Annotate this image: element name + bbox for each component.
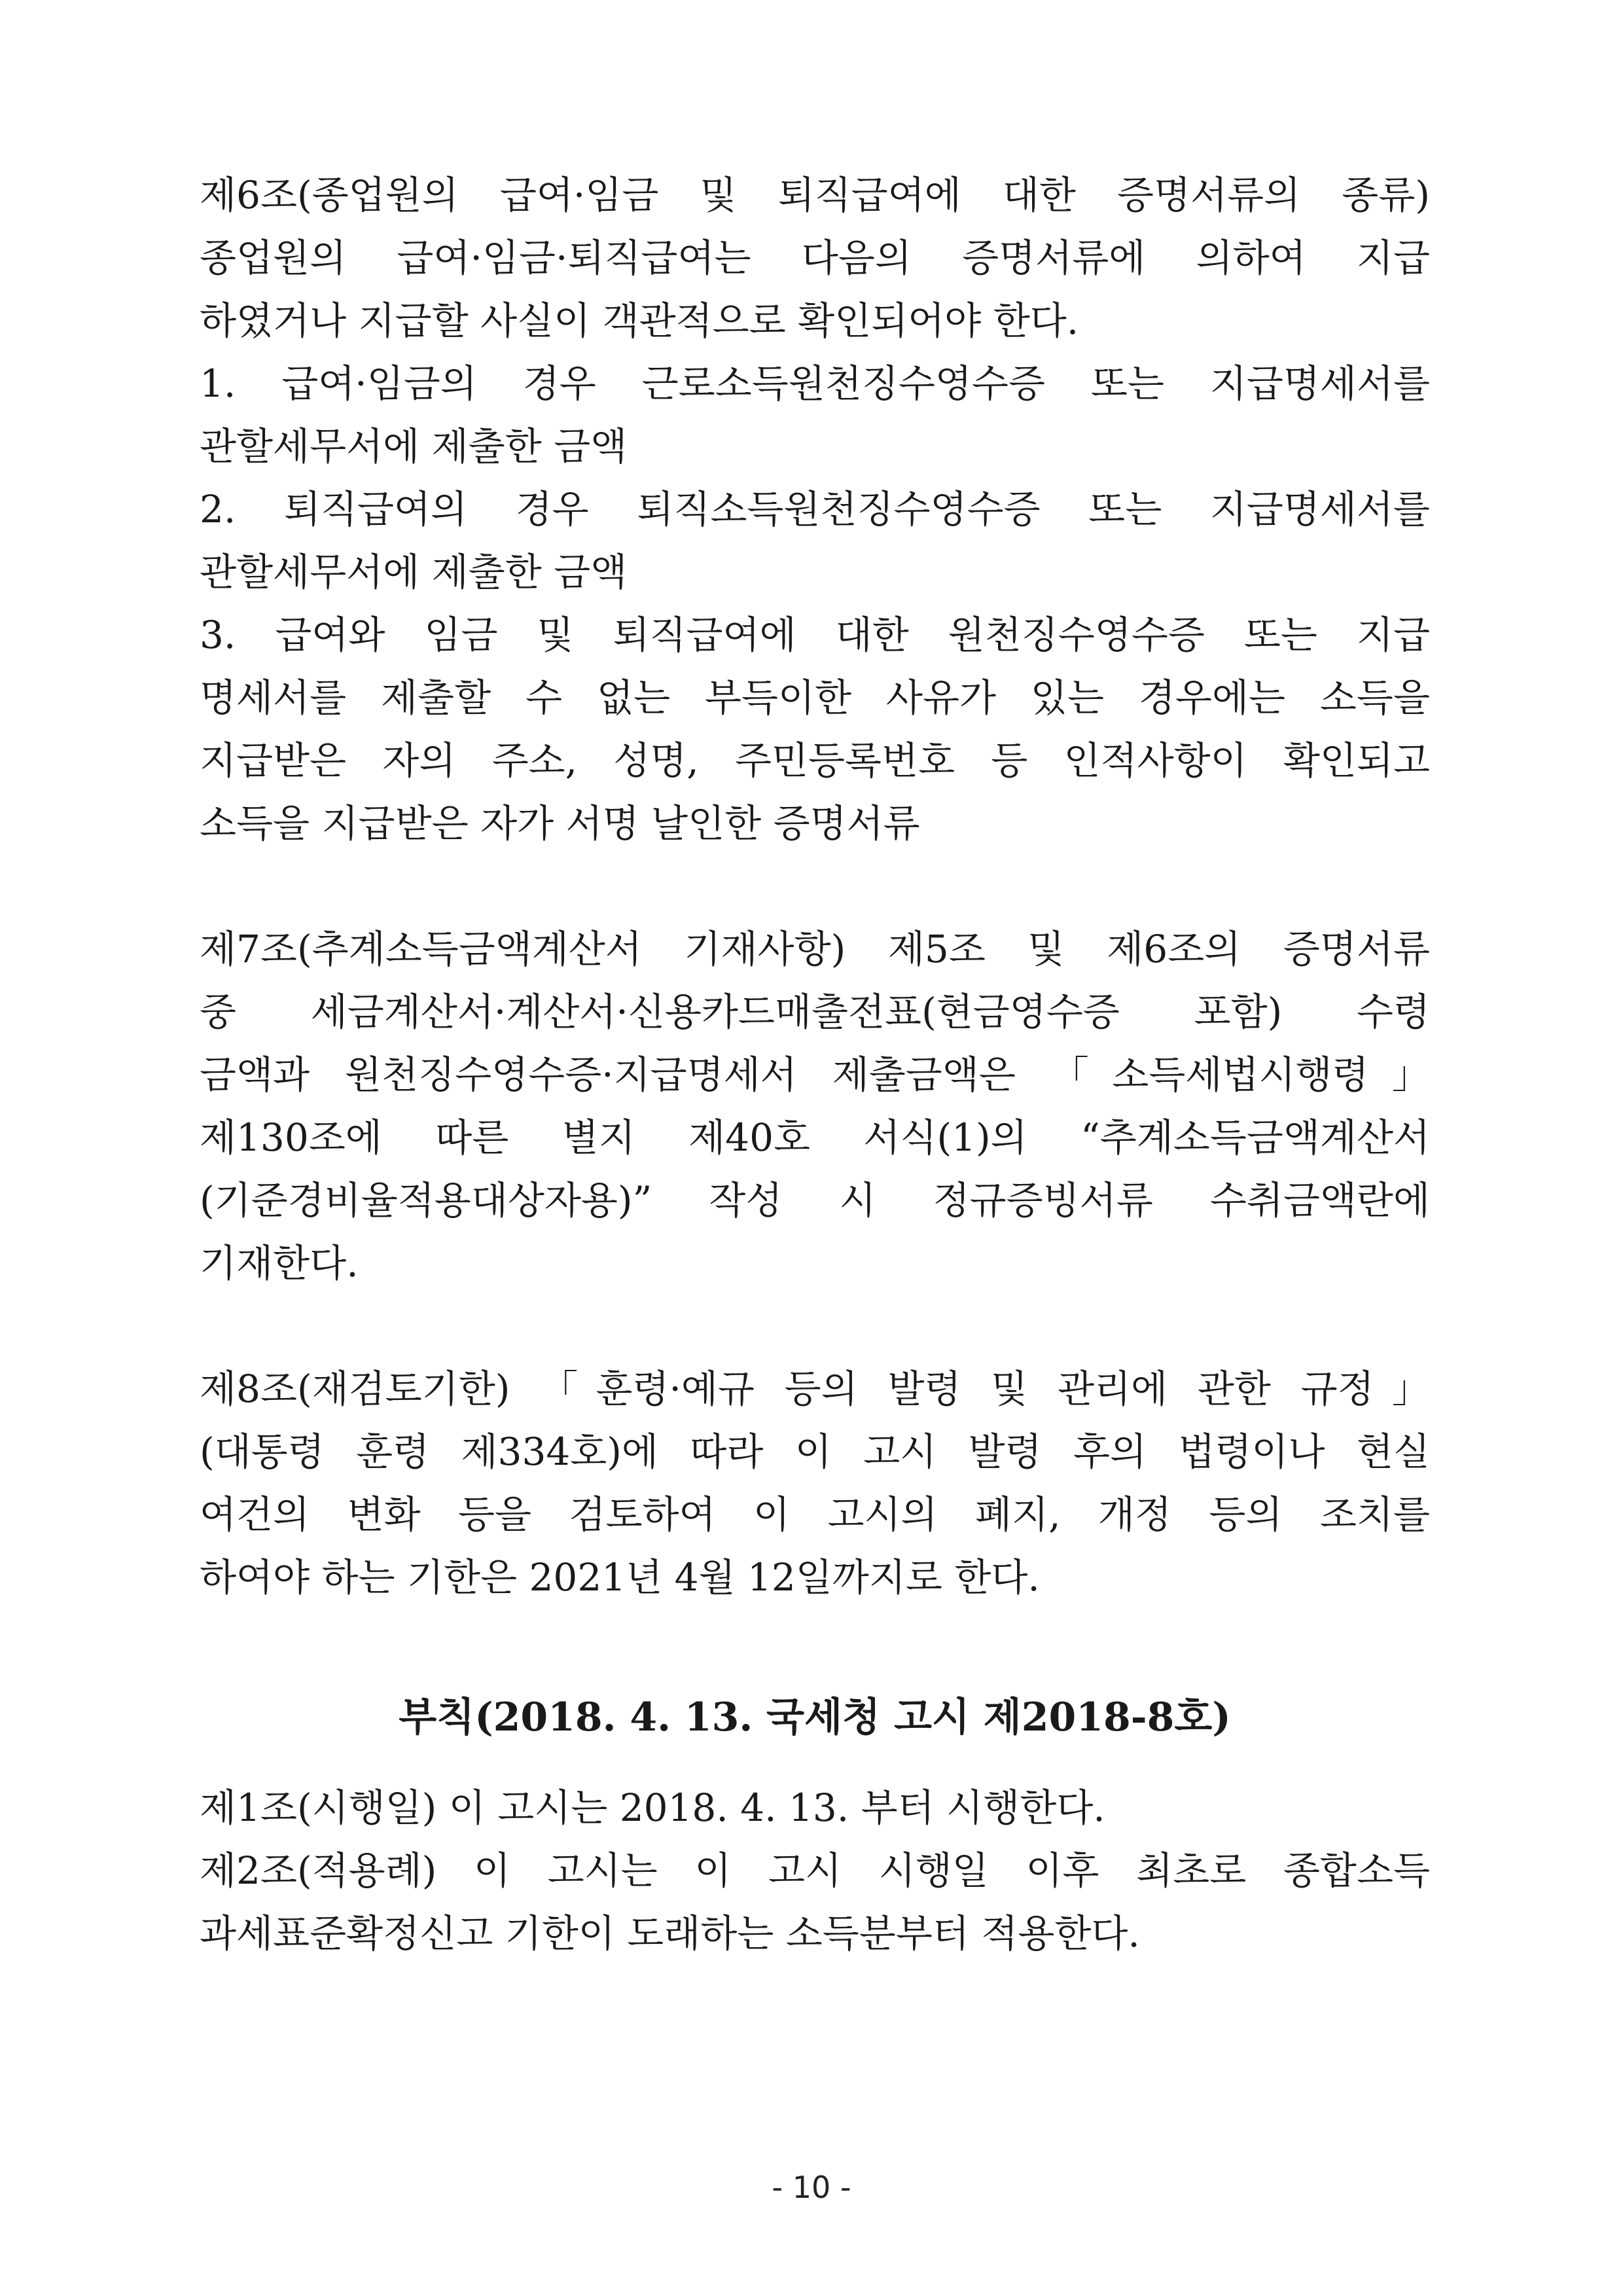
article-7-line: 기재한다. xyxy=(200,1241,359,1285)
article-6-item-1: 1. 급여·임금의 경우 근로소득원천징수영수증 또는 지급명세서를 xyxy=(200,361,1430,406)
page-number: - 10 - xyxy=(772,2170,851,2205)
article-6-line: 종업원의 급여·임금·퇴직급여는 다음의 증명서류에 의하여 지급 xyxy=(200,236,1430,280)
article-7-line: 중 세금계산서·계산서·신용카드매출전표(현금영수증 포함) 수령 xyxy=(200,990,1430,1034)
article-6-item-3-cont: 소득을 지급받은 자가 서명 날인한 증명서류 xyxy=(200,801,920,846)
article-6-item-1-cont: 관할세무서에 제출한 금액 xyxy=(200,424,628,469)
article-6-item-3-cont: 지급받은 자의 주소, 성명, 주민등록번호 등 인적사항이 확인되고 xyxy=(200,738,1430,783)
paragraph-gap xyxy=(200,855,1430,918)
article-6-item-2-cont: 관할세무서에 제출한 금액 xyxy=(200,550,628,594)
paragraph-gap xyxy=(200,1295,1430,1357)
article-6-item-3: 3. 급여와 임금 및 퇴직급여에 대한 원천징수영수증 또는 지급 xyxy=(200,613,1430,657)
article-6-line: 제6조(종업원의 급여·임금 및 퇴직급여에 대한 증명서류의 종류) xyxy=(200,173,1430,217)
document-body xyxy=(200,164,1430,1965)
article-6 xyxy=(200,164,1430,855)
article-6-line: 하였거나 지급할 사실이 객관적으로 확인되어야 한다. xyxy=(200,298,1079,343)
article-7-line: 제130조에 따른 별지 제40호 서식(1)의 “추계소득금액계산서 xyxy=(200,1115,1430,1160)
article-6-item-2: 2. 퇴직급여의 경우 퇴직소득원천징수영수증 또는 지급명세서를 xyxy=(200,487,1430,531)
addendum-article-1 xyxy=(200,1776,1430,1839)
article-8-line: 하여야 하는 기한은 2021년 4월 12일까지로 한다. xyxy=(200,1555,1040,1600)
article-7 xyxy=(200,918,1430,1295)
article-8-line: 여건의 변화 등을 검토하여 이 고시의 폐지, 개정 등의 조치를 xyxy=(200,1492,1430,1537)
article-6-item-3-cont: 명세서를 제출할 수 없는 부득이한 사유가 있는 경우에는 소득을 xyxy=(200,675,1430,720)
article-8 xyxy=(200,1357,1430,1609)
addendum-article-2-line: 제2조(적용례) 이 고시는 이 고시 시행일 이후 최초로 종합소득 xyxy=(200,1848,1430,1893)
article-7-line: 제7조(추계소득금액계산서 기재사항) 제5조 및 제6조의 증명서류 xyxy=(200,927,1430,971)
article-8-line: (대통령 훈령 제334호)에 따라 이 고시 발령 후의 법령이나 현실 xyxy=(200,1429,1430,1474)
article-8-line: 제8조(재검토기한) 「훈령·예규 등의 발령 및 관리에 관한 규정」 xyxy=(200,1367,1430,1411)
addendum-article-2-line: 과세표준확정신고 기한이 도래하는 소득분부터 적용한다. xyxy=(200,1911,1140,1956)
addendum-article-1-line: 제1조(시행일) 이 고시는 2018. 4. 13. 부터 시행한다. xyxy=(200,1785,1105,1830)
article-7-line: (기준경비율적용대상자용)” 작성 시 정규증빙서류 수취금액란에 xyxy=(200,1178,1430,1223)
addendum-article-2 xyxy=(200,1839,1430,1965)
addendum-heading: 부칙(2018. 4. 13. 국세청 고시 제2018-8호) xyxy=(399,1695,1231,1740)
article-7-line: 금액과 원천징수영수증·지급명세서 제출금액은 「소득세법시행령」 xyxy=(200,1052,1430,1097)
paragraph-gap xyxy=(200,1609,1430,1672)
